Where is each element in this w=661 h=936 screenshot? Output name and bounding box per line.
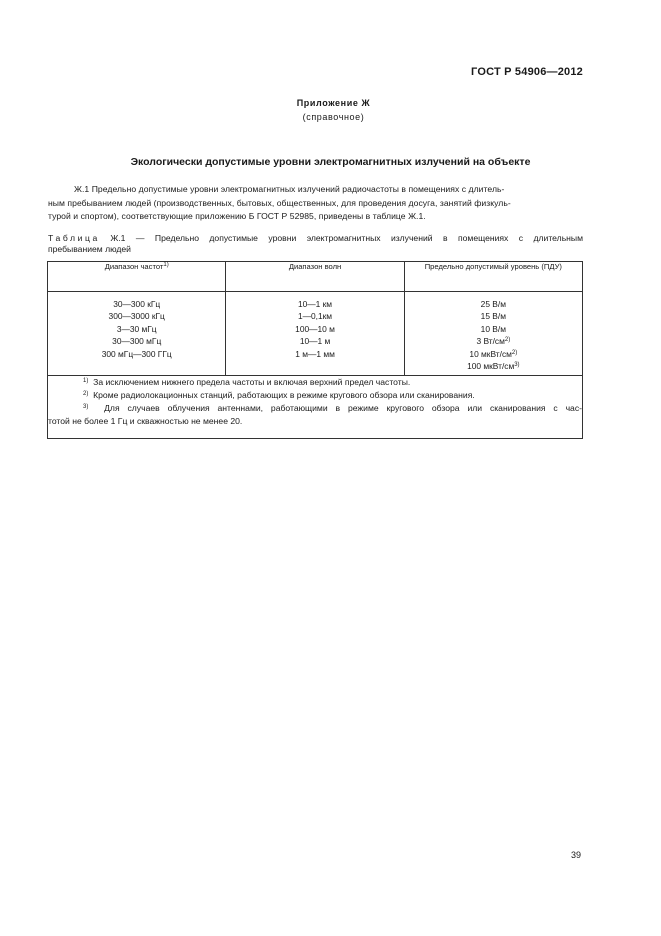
paragraph-line: ным пребыванием людей (производственных, бытовых, общественных, для проведения досуга, занятий физкуль- <box>48 197 511 208</box>
table-row <box>48 292 583 376</box>
frequency-value: 30—300 кГц <box>113 299 161 309</box>
limit-value: 15 В/м <box>480 311 506 322</box>
header-frequency: Диапазон частот$^{1)}$ <box>48 262 226 292</box>
table-header-row <box>48 262 583 292</box>
page-title: Экологически допустимые уровни электромагнитных излучений на объекте <box>130 156 531 168</box>
appendix-title: Приложение Ж <box>296 98 371 108</box>
wavelength-value: 10—1 м <box>299 336 331 347</box>
footnote-3-cont: тотой не более 1 Гц и скважностью не менее 20. <box>48 416 243 426</box>
frequency-value: 3—30 мГц <box>116 323 157 334</box>
paragraph-line: турой и спортом), соответствующие приложению Б ГОСТ Р 52985, приведены в таблице Ж.1. <box>48 211 426 221</box>
wavelength-value: 1—0,1км <box>297 311 333 322</box>
limit-value: 10 В/м <box>480 323 506 334</box>
paragraph-line: Ж.1 Предельно допустимые уровни электромагнитных излучений радиочастоты в помещениях с длитель- <box>74 184 505 194</box>
frequency-value: 300—3000 кГц <box>108 311 165 322</box>
wavelength-value: 100—10 м <box>295 323 335 334</box>
caption-line: пребыванием людей <box>48 244 131 254</box>
frequency-value: 300 мГц—300 ГГц <box>101 348 172 359</box>
footnote-1: $^{1)}$ За исключением нижнего предела частоты и включая верхний предел частоты. <box>83 377 411 387</box>
table-notes-row <box>48 376 583 439</box>
header-limit: Предельно допустимый уровень (ПДУ) <box>404 262 582 292</box>
limit-value: 3 $Вт/см^{2)}$ <box>476 336 511 347</box>
limits-table <box>47 261 583 439</box>
footnote-3: $^{3)}$ Для случаев облучения антеннами, работающими в режиме кругового обзора или сканирования с час- <box>83 403 582 413</box>
wavelength-cell <box>226 292 404 376</box>
footnote-2: $^{2)}$ Кроме радиолокационных станций, работающих в режиме кругового обзора или сканирования. <box>83 390 475 400</box>
intro-paragraph <box>48 183 583 224</box>
frequency-cell <box>48 292 226 376</box>
table-notes <box>48 376 583 439</box>
header-wavelength: Диапазон волн <box>226 262 404 292</box>
limit-value: 25 В/м <box>480 299 506 309</box>
caption-line <box>48 233 583 244</box>
wavelength-value: 1 м—1 мм <box>295 348 335 359</box>
document-code: ГОСТ Р 54906—2012 <box>471 66 583 78</box>
table-caption <box>48 233 583 255</box>
caption-text: Ж.1 — Предельно допустимые уровни электромагнитных излучений в помещениях с длительным <box>99 233 583 243</box>
appendix-heading <box>0 96 661 124</box>
page-number: 39 <box>570 850 581 860</box>
wavelength-value: 10—1 км <box>297 299 333 309</box>
limit-value: 100 мкВт/$см^{3)}$ <box>467 361 520 372</box>
appendix-subtitle: (справочное) <box>302 112 365 122</box>
caption-label: Таблица <box>48 233 100 243</box>
frequency-value: 30—300 мГц <box>112 336 162 347</box>
limit-cell <box>404 292 582 376</box>
limit-value: 10 мкВт/$см^{2)}$ <box>469 348 518 359</box>
